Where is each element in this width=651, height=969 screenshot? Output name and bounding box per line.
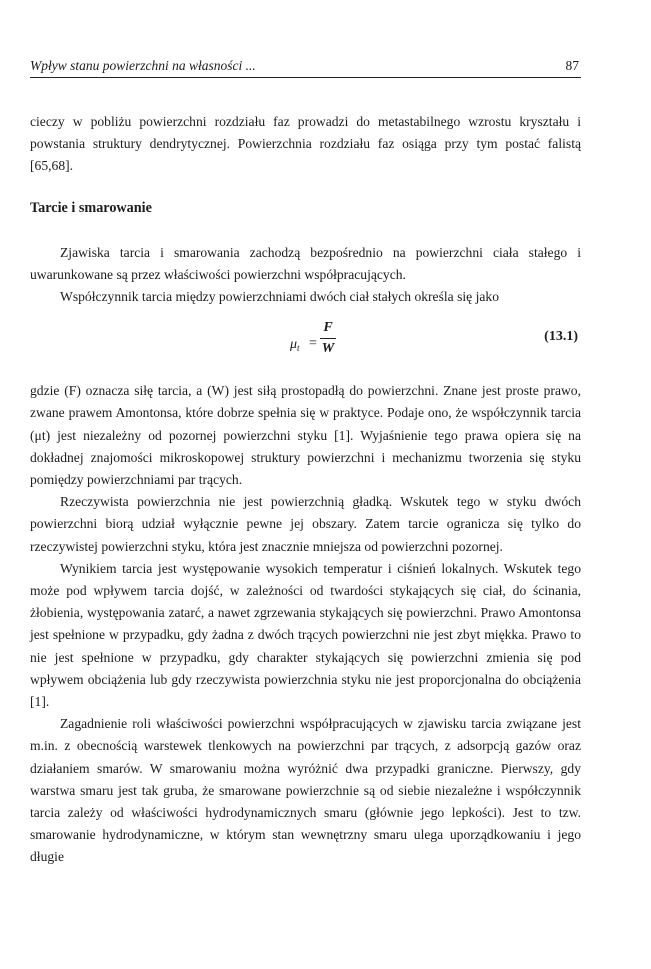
- equation-numerator: F: [323, 320, 333, 336]
- equation-13-1: [30, 314, 581, 376]
- running-header: [30, 58, 581, 78]
- equation-equals-sign: =: [309, 336, 317, 352]
- paragraph-definition: gdzie (F) oznacza siłę tarcia, a (W) jest siłą prostopadłą do powierzchni. Znane jest proste prawo, zwane prawem Amontonsa, które dobrze spełnia się w praktyce. Podaje ono, że współczynnik tarcia (μt) jest niezależny od pozornej powierzchni styku [1]. Wyjaśnienie tego prawa opiera się na dokładnej znajomości mikroskopowej struktury powierzchni i mechanizmu tworzenia się styku pomiędzy powierzchniami par trących.: [30, 383, 581, 488]
- paragraph-coefficient-intro: Współczynnik tarcia między powierzchniami dwóch ciał stałych określa się jako: [60, 289, 499, 305]
- running-title: Wpływ stanu powierzchni na własności ...: [30, 58, 256, 73]
- section-heading: Tarcie i smarowanie: [30, 199, 152, 216]
- page-number: 87: [565, 58, 579, 73]
- paragraph-friction-effects: Wynikiem tarcia jest występowanie wysokich temperatur i ciśnień lokalnych. Wskutek tego może pod wpływem tarcia dojść, w zależności od twardości stykających się ciał, do ścinania, żłobienia, występowania zatarć, a nawet zgrzewania stykających się powierzchni. Prawo Amontonsa jest spełnione w przypadku, gdy żadna z dwóch trących powierzchni nie jest zbyt miękka. Prawo to nie jest spełnione w przypadku, gdy charakter stykających się powierzchni zmienia się pod wpływem obciążenia lub gdy rzeczywista powierzchnia styku nie jest proporcjonalna do obciążenia [1].: [30, 560, 581, 710]
- equation-denominator: W: [321, 341, 335, 357]
- equation-mu-symbol: μ: [290, 337, 298, 353]
- equation-subscript: t: [297, 343, 300, 354]
- paragraph-lubrication: Zagadnienie roli właściwości powierzchni współpracujących w zjawisku tarcia związane jest m.in. z obecnością warstewek tlenkowych na powierzchni par trących, z adsorpcją gazów oraz działaniem smarów. W smarowaniu można wyróżnić dwa przypadki graniczne. Pierwszy, gdy warstwa smaru jest tak gruba, że smarowane powierzchnie są od siebie niezależne i współczynnik tarcia zależy od właściwości hydrodynamicznych smaru (głównie jego lepkości). Jest to tzw. smarowanie hydrodynamiczne, w którym stan wewnętrzny smaru ulega uporządkowaniu i jego długie: [30, 716, 581, 865]
- paragraph-tarcie-intro: Zjawiska tarcia i smarowania zachodzą bezpośrednio na powierzchni ciała stałego i uwarunkowane są przez właściwości powierzchni współpracujących.: [30, 244, 581, 282]
- equation-lhs: [290, 337, 300, 353]
- document-page: [30, 58, 581, 869]
- paragraph-real-surface: Rzeczywista powierzchnia nie jest powierzchnią gładką. Wskutek tego w styku dwóch powierzchni biorą udział wyłącznie pewne jej obszary. Zatem tarcie ogranicza się tylko do rzeczywistej powierzchni styku, która jest znacznie mniejsza od powierzchni pozornej.: [30, 494, 581, 554]
- equation-fraction-bar: [320, 338, 336, 339]
- paragraph-continuation: cieczy w pobliżu powierzchni rozdziału faz prowadzi do metastabilnego wzrostu kryształu i powstania struktury dendrytycznej. Powierzchnia rozdziału faz osiąga przy tym postać falistą [65,68].: [30, 114, 581, 174]
- equation-fraction: [320, 320, 336, 357]
- equation-number: (13.1): [544, 329, 578, 345]
